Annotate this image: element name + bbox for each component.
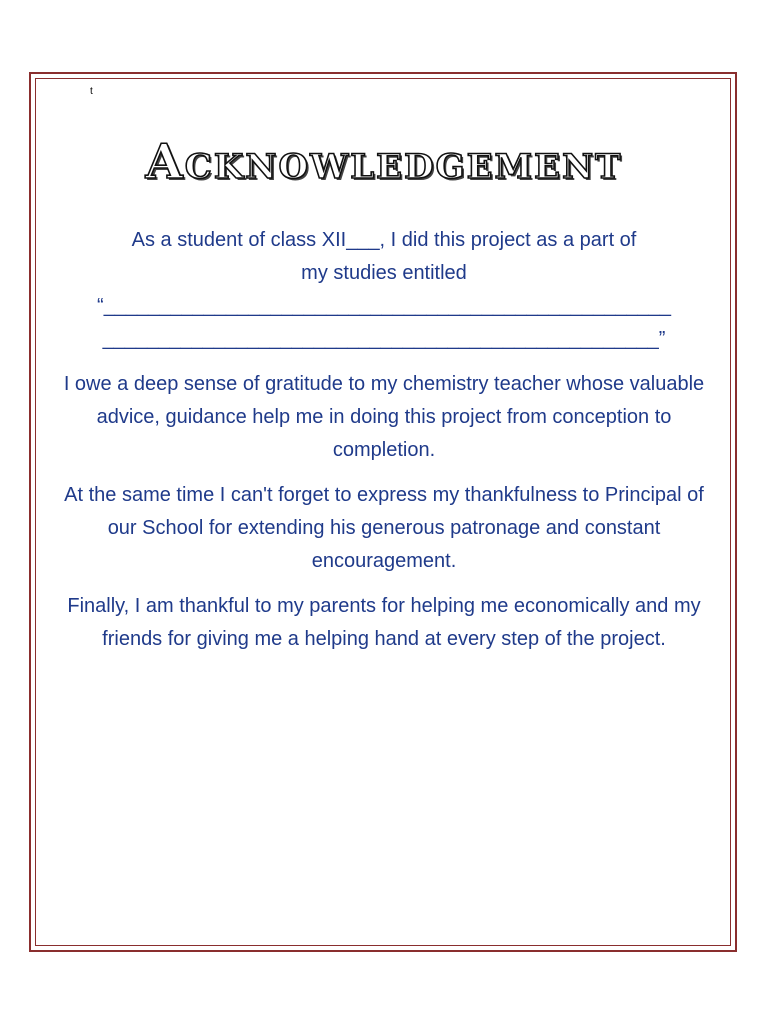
intro-paragraph [60,224,708,356]
gratitude-teacher-paragraph: I owe a deep sense of gratitude to my chemistry teacher whose valuable advice, guidance help me in doing this project from conception to completion. [63,373,705,461]
title-blank-line-2: __________________________________________________” [102,328,666,350]
intro-line-2: my studies entitled [301,262,467,284]
gratitude-parents-paragraph: Finally, I am thankful to my parents for helping me economically and my friends for giving me a helping hand at every step of the project. [67,595,701,650]
acknowledgement-body [60,224,708,668]
page-title: Acknowledgement [145,134,623,190]
intro-line-1: As a student of class XII___, I did this project as a part of [131,229,637,251]
title-blank-line-1: “___________________________________________________ [97,295,671,317]
stray-mark: t [90,86,93,97]
gratitude-principal-paragraph: At the same time I can't forget to express my thankfulness to Principal of our School for extending his generous patronage and constant encouragement. [64,484,704,572]
